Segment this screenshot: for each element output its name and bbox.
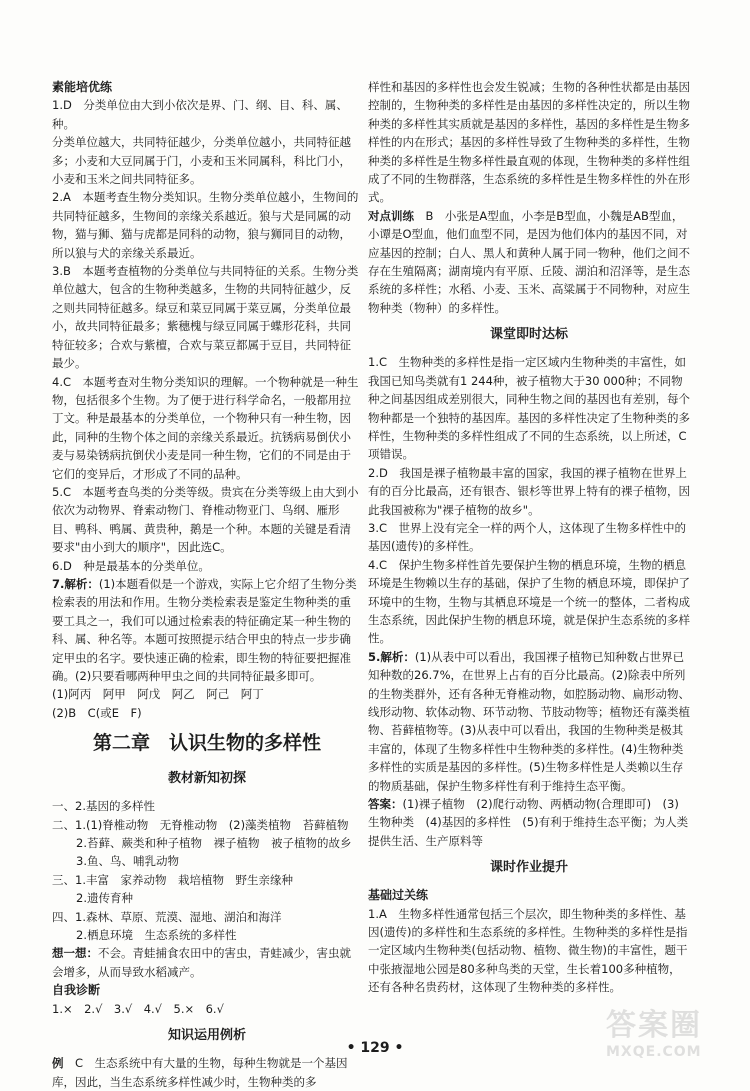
answer-text: (1)从表中可以看出，我国裸子植物已知种数占世界已知种数的26.7%，在世界上占有的百分比最高。(2)除表中所列的生物类群外，还有各种无脊椎动物，如腔肠动物、扁形动物、线形动物、软体动物、环节动物、节肢动物等；植物还有藻类植物、苔藓植物等。(3)从表中可以看出，我国的生物种类是极其丰富的，体现了生物多样性中生物种类的多样性。(4)生物种类多样性的实质是基因的多样性。(5)生物多样性是人类赖以生存的物质基础，保护生物多样性有利于维持生态平衡。: [368, 649, 690, 793]
answer-paragraph: 样性和基因的多样性也会发生锐减；生物的各种性状都是由基因控制的，生物种类的多样性是由基因的多样性决定的，所以生物种类的多样性其实质就是基因的多样性，基因的多样性是生物多样性的内在形式；基因的多样性导致了生物种类的多样性，生物种类的多样性是生物多样性最直观的体现，生物种类的多样性组成了不同的生物群落，生态系统的多样性是生物多样性的外在形式。: [368, 80, 690, 205]
list-item: 2.遗传育种: [76, 891, 133, 906]
answer-paragraph: [368, 648, 690, 795]
answer-text: (1)裸子植物 (2)爬行动物、两栖动物(合理即可) (3)生物种类 (4)基因的多样性 (5)有利于维持生态平衡；为人类提供生活、生产原料等: [368, 797, 689, 848]
answer-text: C 生态系统中有大量的生物，每种生物就是一个基因库，因此，当生态系统多样性减少时，生物种类的多: [52, 1056, 348, 1089]
watermark-logo: [606, 1000, 728, 1060]
section-heading: 素能培优练: [52, 80, 113, 94]
answer-paragraph: 2.A 本题考查生物分类知识。生物分类单位越小，生物间的共同特征越多，生物间的亲缘关系越近。狼与犬是同属的动物，猫与狮、猫与虎都是同科的动物，狼与狮同目的动物，所以狼与犬的亲缘关系最近。: [52, 190, 359, 260]
answer-label: 答案：: [368, 797, 403, 812]
answer-paragraph: [52, 944, 362, 981]
section-heading: 知识运用例析: [167, 1028, 246, 1044]
answer-label: 想一想：: [52, 946, 98, 961]
answer-line: (2)B C(或E F): [52, 705, 142, 720]
section-heading: 自我诊断: [52, 983, 101, 998]
answer-paragraph: 3.B 本题考查植物的分类单位与共同特征的关系。生物分类单位越大，包含的生物种类越多，生物的共同特征越少，反之则共同特征越多。绿豆和菜豆同属于菜豆属，分类单位最小，故共同特征最多；紫穗槐与绿豆同属于蝶形花科，共同特征较多；合欢与紫檀，合欢与菜豆都属于豆目，共同特征最少。: [52, 264, 359, 371]
answer-text: 不会。青蛙捕食农田中的害虫，青蛙减少，害虫就会增多，从而导致水稻减产。: [52, 946, 351, 979]
list-item: 二、1.(1)脊椎动物 无脊椎动物 (2)藻类植物 苔藓植物: [52, 817, 349, 832]
answer-line: (1)阿丙 阿甲 阿戊 阿乙 阿己 阿丁: [52, 687, 264, 702]
list-item: 三、1.丰富 家养动物 栽培植物 野生亲缘种: [52, 872, 293, 887]
list-item: 四、1.森林、草原、荒漠、湿地、湖泊和海洋: [52, 909, 282, 924]
list-item: 2.栖息环境 生态系统的多样性: [76, 928, 237, 943]
list-item: 3.鱼、鸟、哺乳动物: [76, 854, 179, 869]
answer-paragraph: 1.C 生物种类的多样性是指一定区域内生物种类的丰富性，如我国已知鸟类就有1 244种，被子植物大于30 000种；不同物种之间基因组成差别很大，同种生物之间的基因也有差别，每个物种都是一个独特的基因库。基因的多样性决定了生物种类的多样性，生物种类的多样性组成了不同的生态系统，以上所述，C项错误。: [368, 355, 690, 462]
list-item: 2.苔藓、蕨类和种子植物 裸子植物 被子植物的故乡: [76, 836, 352, 851]
answer-label: 5.解析：: [368, 649, 415, 664]
answer-paragraph: 分类单位越大，共同特征越少，分类单位越小，共同特征越多；小麦和大豆同属于门，小麦和玉米同属科，科比门小，小麦和玉米之间共同特征多。: [52, 135, 351, 187]
answer-paragraph: [52, 575, 362, 685]
answer-paragraph: [368, 795, 690, 850]
section-heading: 课堂即时达标: [489, 327, 568, 343]
left-column: [52, 78, 362, 1091]
answer-paragraph: [368, 207, 690, 317]
section-heading: 教材新知初探: [167, 771, 246, 787]
answer-label: 例: [52, 1056, 64, 1071]
answer-paragraph: 3.C 世界上没有完全一样的两个人，这体现了生物多样性中的基因(遗传)的多样性。: [368, 520, 686, 554]
answer-paragraph: 4.C 保护生物多样性首先要保护生物的栖息环境，生物的栖息环境是生物赖以生存的基础，保护了生物的栖息环境，即保护了环境中的生物，生物与其栖息环境是一个统一的整体，二者构成生态系统，因此保护生物的栖息环境，就是保护生态系统的多样性。: [368, 557, 690, 646]
answer-label: 对点训练: [368, 208, 414, 223]
answer-paragraph: 4.C 本题考查对生物分类知识的理解。一个物种就是一种生物，包括很多个生物。为了便于进行科学命名，一般都用拉丁文。种是最基本的分类单位，一个物种只有一种生物，因此，同种的生物个体之间的亲缘关系最近。抗锈病易倒伏小麦与易染锈病抗倒伏小麦是同一种生物，它们的不同是由于它们的变异后，才形成了不同的品种。: [52, 374, 359, 481]
answer-text: (1)本题看似是一个游戏，实际上它介绍了生物分类检索表的用法和作用。生物分类检索表是鉴定生物种类的重要工具之一，我们可以通过检索表的特征确定某一种生物的科、属、种名等。本题可按照提示结合甲虫的特点一步步确定甲虫的名字。要快速正确的检索，即生物的特征要把握准确。(2)只要看哪两种甲虫之间的共同特征最多即可。: [52, 576, 357, 683]
answer-paragraph: 6.D 种是最基本的分类单位。: [52, 558, 210, 573]
answer-text: B 小张是A型血，小李是B型血，小魏是AB型血，小谭是O型血，他们血型不同，是因为他们体内的基因不同，对应基因的控制；白人、黑人和黄种人属于同一物种，他们之间不存在生殖隔离；湖南境内有平原、丘陵、湖泊和沼泽等，是生态系统的多样性；水稻、小麦、玉米、高粱属于不同物种，对应生物种类（物种）的多样性。: [368, 208, 690, 315]
watermark-text: 答案圈: [606, 1008, 702, 1043]
answer-label: 7.解析：: [52, 576, 99, 591]
section-heading: 基础过关练: [368, 888, 429, 903]
page-number: • 129 •: [346, 1040, 404, 1056]
answer-paragraph: 5.C 本题考查鸟类的分类等级。贵宾在分类等级上由大到小依次为动物界、脊索动物门、脊椎动物亚门、鸟纲、雁形目、鸭科、鸭属、黄贵种，鹅是一个种。本题的关键是看清要求"由小到大的顺序"，因此选C。: [52, 484, 359, 555]
answer-paragraph: [52, 1054, 362, 1091]
answer-paragraph: 1.A 生物多样性通常包括三个层次，即生物种类的多样性、基因(遗传)的多样性和生态系统的多样性。生物种类的多样性是指一定区域内生物种类(包括动物、植物、微生物)的丰富性，题干中张掖湿地公园是80多种鸟类的天堂，生长着100多种植物，还有各种名贵药材，这体现了生物种类的多样性。: [368, 906, 688, 995]
right-column: [368, 78, 690, 997]
watermark-url: MXQE.COM: [606, 1044, 702, 1060]
list-item: 一、2.基因的多样性: [52, 799, 155, 814]
section-heading: 课时作业提升: [489, 860, 568, 876]
answer-paragraph: 2.D 我国是裸子植物最丰富的国家，我国的裸子植物在世界上有的百分比最高，还有银杏、银杉等世界上特有的裸子植物，因此我国被称为"裸子植物的故乡"。: [368, 465, 690, 517]
answer-paragraph: 1.D 分类单位由大到小依次是界、门、纲、目、科、属、种。: [52, 98, 348, 131]
answer-line: 1.× 2.√ 3.√ 4.√ 5.× 6.√: [52, 1001, 224, 1016]
chapter-title: 第二章 认识生物的多样性: [92, 732, 321, 755]
